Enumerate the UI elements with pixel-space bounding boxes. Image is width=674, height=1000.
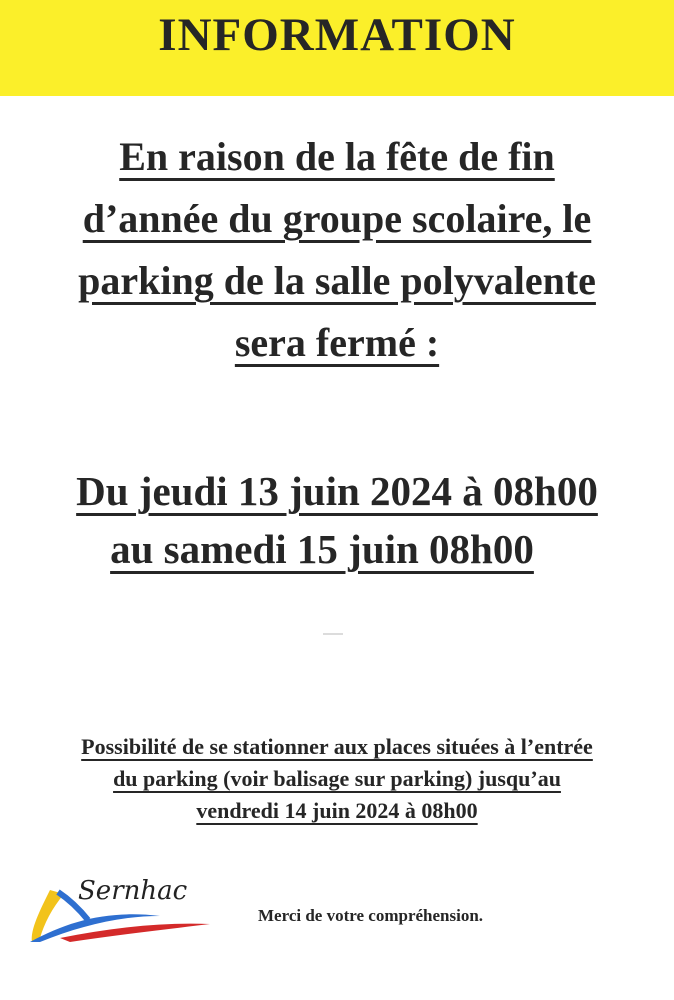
date-end: au samedi 15 juin 08h00 [110, 526, 534, 572]
parking-info [0, 731, 674, 827]
notice-line: En raison de la fête de fin [119, 134, 555, 179]
date-start: Du jeudi 13 juin 2024 à 08h00 [76, 468, 598, 514]
parking-line: Possibilité de se stationner aux places situées à l’entrée [81, 734, 593, 759]
banner-title: INFORMATION [158, 9, 516, 61]
parking-line: vendredi 14 juin 2024 à 08h00 [196, 798, 478, 823]
thanks-text: Merci de votre compréhension. [258, 906, 484, 925]
notice-line: parking de la salle polyvalente [78, 258, 596, 303]
information-banner [0, 0, 674, 96]
closure-dates [0, 462, 674, 578]
closure-notice [10, 126, 664, 374]
parking-line: du parking (voir balisage sur parking) jusqu’au [113, 766, 561, 791]
sernhac-logo [30, 876, 215, 944]
notice-line: sera fermé : [234, 320, 440, 365]
logo-text: Sernhac [78, 876, 188, 906]
notice-line: d’année du groupe scolaire, le [82, 196, 592, 241]
scan-mark [323, 633, 343, 635]
